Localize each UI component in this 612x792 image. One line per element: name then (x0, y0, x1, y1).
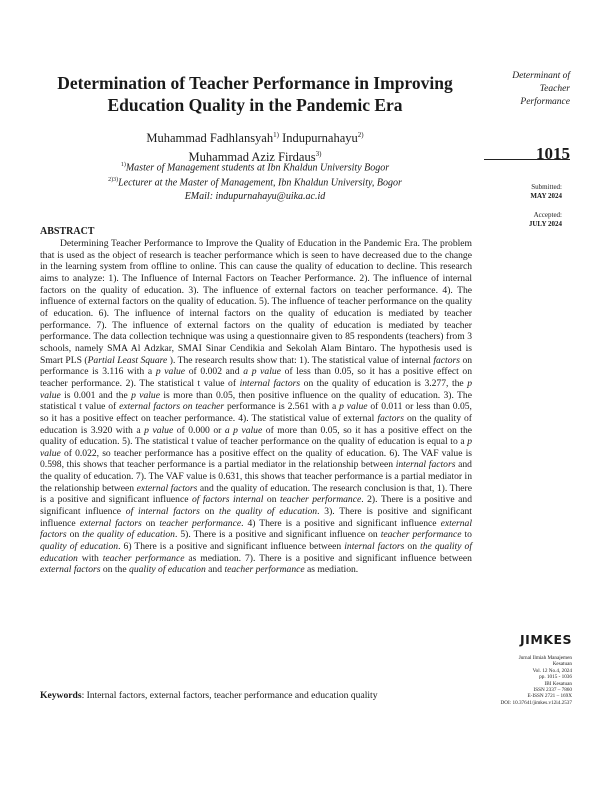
running-title (486, 70, 570, 109)
journal-eissn: E-ISSN 2721 – 169X (527, 693, 572, 700)
affiliation-marker: 1) (120, 162, 126, 168)
journal-publisher: IBI Kesatuan (544, 680, 572, 687)
submitted-label: Submitted: (531, 183, 562, 191)
affiliations (40, 159, 470, 203)
running-title-line: Performance (520, 97, 570, 107)
author-marker: 1) (273, 131, 279, 139)
keywords (40, 690, 480, 702)
author-name: Muhammad Fadhlansyah (146, 131, 274, 146)
author-name: Indupurnahayu (282, 131, 358, 146)
title-line-1: Determination of Teacher Performance in Improving (57, 73, 453, 93)
author-name: Muhammad Aziz Firdaus (188, 150, 316, 165)
submitted-value: MAY 2024 (530, 191, 562, 200)
journal-name: Kesatuan (552, 661, 572, 668)
running-title-line: Teacher (539, 84, 570, 94)
affiliation-2: Lecturer at the Master of Management, Ibn Khaldun University, Bogor (118, 177, 402, 189)
contact-email: EMail: indupurnahayu@uika.ac.id (184, 190, 326, 202)
page-number: 1015 (536, 144, 570, 163)
abstract-heading: ABSTRACT (40, 226, 95, 237)
journal-logo: JIMKES (520, 632, 572, 647)
keywords-label: Keywords (40, 690, 82, 701)
journal-volume: Vol. 12 No.4, 2024 (532, 667, 572, 674)
affiliation-marker: 2)3) (108, 177, 119, 184)
journal-pages: pp. 1015 - 1036 (539, 674, 572, 681)
abstract-body: Determining Teacher Performance to Improve the Quality of Education in the Pandemic Era. The problem that is used as the object of research is teacher performance which is seen to have decreased due to the change in the learning system from offline to online. This can cause the quality of education to decline. This research aims to analyze: 1). The Influence of Internal Factors on Teacher Performance. 2). The influence of internal factors on the quality of education. 3). The influence of external factors on teacher performance. 4). The influence of external factors on the quality of education. 5). The influence of teacher performance on the quality of education. 6). The influence of internal factors on the quality of education is mediated by teacher performance. 7). The influence of external factors on the quality of education is mediated by teacher performance. The data collection technique was using a questionnaire given to 85 respondents (teachers) from 3 schools, namely SMA Al Adzkar, SMAI Sinar Cendikia and Sekolah Alam Bintaro. The hypothesis used is Smart PLS (Partial Least Square ). The research results show that: 1). The statistical value of internal factors on performance is 3.116 with a p value of 0.002 and a p value of less than 0.05, so it has a positive effect on teacher performance. 2). The statistical t value of internal factors on the quality of education is 3.277, the p value is 0.001 and the p value is more than 0.05, then positive influence on the quality of education. 3). The statistical t value of external factors on teacher performance is 2.561 with a p value of 0.011 or less than 0.05, so it has a positive effect on teacher performance. 4). The statistical value of external factors on the quality of education is 3.920 with a p value of 0.000 or a p value of more than 0.05, so it has a positive effect on the quality of education. 5). The statistical t value of teacher performance on the quality of education is equal to a p value of 0.022, so teacher performance has a positive effect on the quality of education. 6). The VAF value is 0.598, this shows that teacher performance is a partial mediator in the relationship between internal factors and the quality of education. 7). The VAF value is 0.631, this shows that teacher performance is a partial mediator in the relationship between external factors and the quality of education. The research conclusion is that, 1). There is a positive and significant influence of factors internal on teacher performance. 2). There is a positive and significant influence of internal factors on the quality of education. 3). There is positive and significant influence external factors on teacher performance. 4) There is a positive and significant influence external factors on the quality of education. 5). There is a positive and significant influence on teacher performance to quality of education. 6) There is a positive and significant influence between internal factors on the quality of education with teacher performance as mediation. 7). There is a positive and significant influence between external factors on the quality of education and teacher performance as mediation. (40, 238, 473, 576)
journal-doi: DOI: 10.37641/jimkes.v12i4.2537 (500, 699, 572, 706)
title-line-2: Education Quality in the Pandemic Era (107, 95, 403, 115)
running-title-line: Determinant of (512, 71, 570, 81)
sidebar-divider (484, 159, 570, 160)
affiliation-1: Master of Management students at Ibn Khaldun University Bogor (125, 162, 390, 174)
accepted-value: JULY 2024 (528, 219, 562, 228)
submitted-date (486, 183, 562, 200)
accepted-label: Accepted: (533, 211, 562, 219)
journal-name: Jurnal Ilmiah Manajemen (518, 655, 572, 661)
author-marker: 2) (357, 131, 364, 139)
journal-info (480, 655, 572, 706)
paper-title (40, 72, 470, 116)
author-marker: 3) (315, 150, 322, 159)
accepted-date (486, 211, 562, 228)
journal-issn: ISSN 2337 – 7860 (533, 687, 572, 694)
keywords-text: : Internal factors, external factors, teacher performance and education quality (81, 690, 378, 701)
